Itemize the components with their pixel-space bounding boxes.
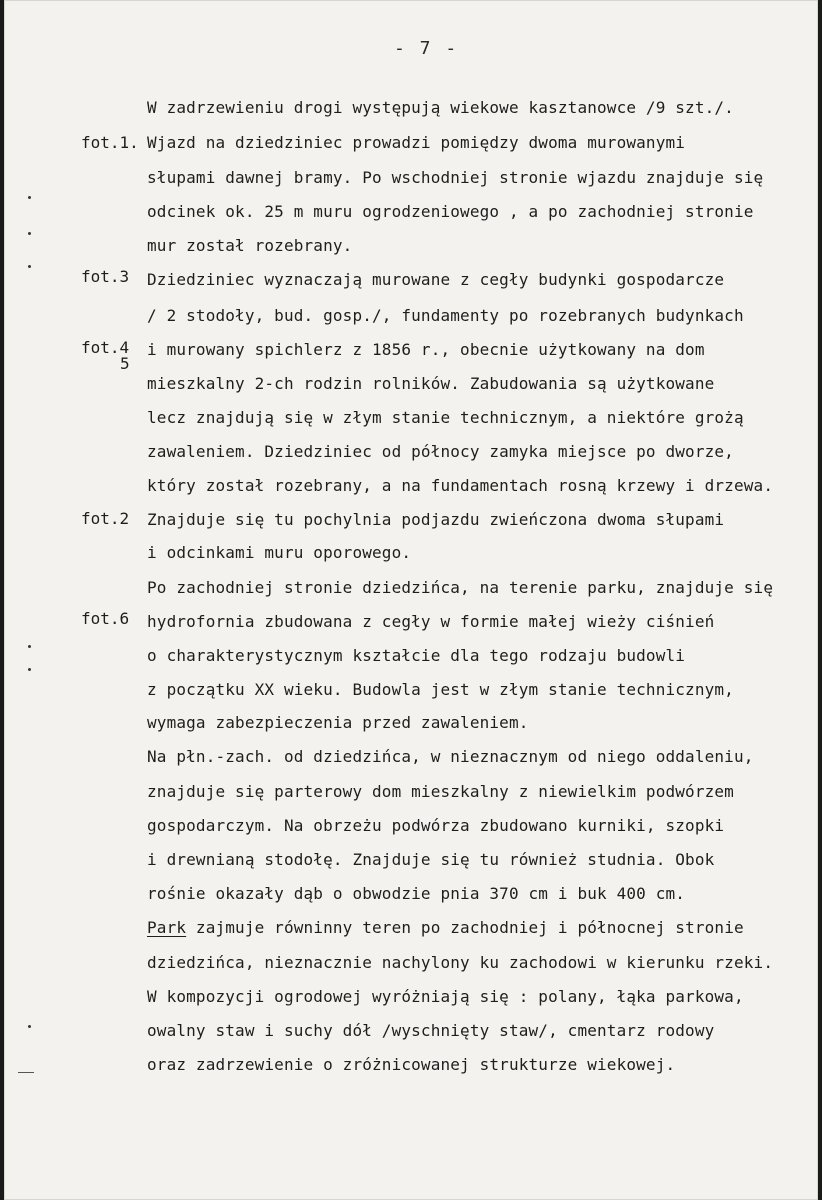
margin-dot [28, 232, 31, 235]
text-line [147, 918, 744, 937]
margin-ref-fot-1: fot.1. [81, 133, 139, 152]
margin-ref-fot-6: fot.6 [81, 609, 130, 628]
text-line: dziedzińca, nieznacznie nachylony ku zachodowi w kierunku rzeki. [147, 953, 774, 972]
text-line: który został rozebrany, a na fundamentach rosną krzewy i drzewa. [147, 476, 774, 495]
text-line: W zadrzewieniu drogi występują wiekowe kasztanowce /9 szt./. [147, 98, 734, 117]
text-line: i murowany spichlerz z 1856 r., obecnie użytkowany na dom [147, 340, 705, 359]
text-line: o charakterystycznym kształcie dla tego rodzaju budowli [147, 646, 686, 665]
margin-dot [28, 265, 31, 268]
margin-ref-fot-3: fot.3 [81, 267, 130, 286]
text-line: gospodarczym. Na obrzeżu podwórza zbudowano kurniki, szopki [147, 816, 725, 835]
margin-dot [28, 645, 31, 648]
text-line: Znajduje się tu pochylnia podjazdu zwieńczona dwoma słupami [147, 510, 725, 529]
text-line: Dziedziniec wyznaczają murowane z cegły budynki gospodarcze [147, 270, 725, 289]
text-line: mur został rozebrany. [147, 236, 353, 255]
text-line: znajduje się parterowy dom mieszkalny z niewielkim podwórzem [147, 782, 734, 801]
text-line: i drewnianą stodołę. Znajduje się tu również studnia. Obok [147, 850, 715, 869]
margin-ref-fot-5: 5 [120, 354, 130, 373]
margin-dot [28, 1025, 31, 1028]
margin-dash [18, 1072, 34, 1073]
text-line: Wjazd na dziedziniec prowadzi pomiędzy dwoma murowanymi [147, 133, 686, 152]
text-line: rośnie okazały dąb o obwodzie pnia 370 cm i buk 400 cm. [147, 884, 686, 903]
text-line-rest: zajmuje równinny teren po zachodniej i północnej stronie [186, 918, 744, 937]
page-number: - 7 - [394, 38, 459, 59]
text-line: oraz zadrzewienie o zróżnicowanej strukturze wiekowej. [147, 1055, 676, 1074]
text-line: odcinek ok. 25 m muru ogrodzeniowego , a po zachodniej stronie [147, 202, 754, 221]
text-line: Na płn.-zach. od dziedzińca, w nieznacznym od niego oddaleniu, [147, 747, 754, 766]
document-page [4, 0, 818, 1200]
text-line: owalny staw i suchy dół /wyschnięty staw/, cmentarz rodowy [147, 1021, 715, 1040]
text-line: Po zachodniej stronie dziedzińca, na terenie parku, znajduje się [147, 578, 774, 597]
text-line: słupami dawnej bramy. Po wschodniej stronie wjazdu znajduje się [147, 168, 764, 187]
text-line: lecz znajdują się w złym stanie technicznym, a niektóre grożą [147, 408, 744, 427]
text-line: / 2 stodoły, bud. gosp./, fundamenty po rozebranych budynkach [147, 306, 744, 325]
text-line: i odcinkami muru oporowego. [147, 543, 412, 562]
margin-ref-fot-2: fot.2 [81, 509, 130, 528]
text-line: hydrofornia zbudowana z cegły w formie małej wieży ciśnień [147, 612, 715, 631]
text-line: wymaga zabezpieczenia przed zawaleniem. [147, 713, 529, 732]
text-line: W kompozycji ogrodowej wyróżniają się : polany, łąka parkowa, [147, 987, 744, 1006]
text-line: z początku XX wieku. Budowla jest w złym stanie technicznym, [147, 680, 734, 699]
text-line: zawaleniem. Dziedziniec od północy zamyka miejsce po dworze, [147, 442, 734, 461]
margin-dot [28, 196, 31, 199]
text-line: mieszkalny 2-ch rodzin rolników. Zabudowania są użytkowane [147, 374, 715, 393]
margin-dot [28, 668, 31, 671]
margin-ref-fot-4: fot.4 [81, 338, 130, 357]
section-heading-park: Park [147, 918, 187, 937]
